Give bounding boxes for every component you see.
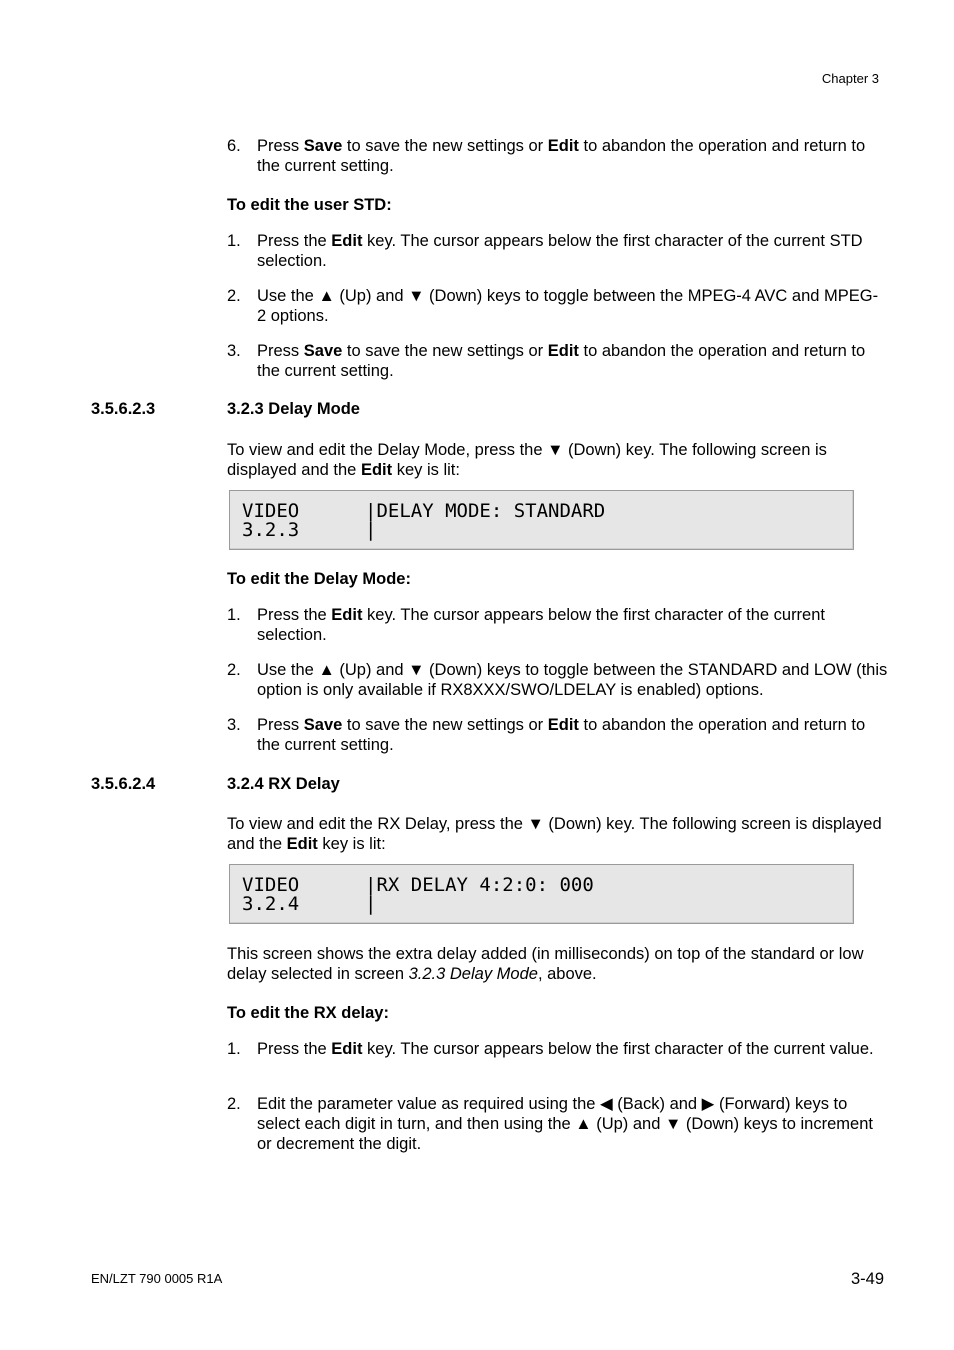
lcd-parameter: |RX DELAY 4:2:0: 000 (365, 874, 594, 896)
footer-document-id: EN/LZT 790 0005 R1A (91, 1271, 223, 1286)
section-number: 3.5.6.2.3 (91, 400, 156, 418)
step-text: Use the ▲ (Up) and ▼ (Down) keys to toggle between the STANDARD and LOW (this option is only available if RX8XXX/SWO/LDELAY is enabled) options. (257, 661, 888, 699)
step-number: 1. (227, 606, 241, 624)
step-text: Edit the parameter value as required using the ◀ (Back) and ▶ (Forward) keys to select each digit in turn, and then using the ▲ (Up) and ▼ (Down) keys to increment or decrement the digit. (257, 1095, 873, 1153)
step-number: 6. (227, 137, 241, 155)
step-number: 3. (227, 342, 241, 360)
step-number: 1. (227, 1040, 241, 1058)
step-text: Use the ▲ (Up) and ▼ (Down) keys to toggle between the MPEG-4 AVC and MPEG-2 options. (257, 287, 879, 325)
step-text: Press the Edit key. The cursor appears below the first character of the current STD selection. (257, 232, 863, 270)
step-number: 2. (227, 661, 241, 679)
step-number: 3. (227, 716, 241, 734)
lcd-screen-delay-mode (229, 490, 854, 550)
paragraph: To view and edit the Delay Mode, press the ▼ (Down) key. The following screen is displayed and the Edit key is lit: (227, 441, 827, 479)
step-text: Press the Edit key. The cursor appears below the first character of the current selection. (257, 606, 825, 644)
subheading-edit-rx-delay: To edit the RX delay: (227, 1004, 389, 1022)
lcd-parameter-line2: | (365, 893, 377, 915)
step-number: 2. (227, 1095, 241, 1113)
paragraph: To view and edit the RX Delay, press the ▼ (Down) key. The following screen is displayed and the Edit key is lit: (227, 815, 882, 853)
section-title: 3.2.4 RX Delay (227, 775, 340, 793)
step-text: Press Save to save the new settings or Edit to abandon the operation and return to the current setting. (257, 342, 866, 380)
lcd-screen-rx-delay (229, 864, 854, 924)
section-title: 3.2.3 Delay Mode (227, 400, 360, 418)
running-header-chapter: Chapter 3 (821, 71, 879, 86)
subheading-edit-delay-mode: To edit the Delay Mode: (227, 570, 411, 588)
lcd-parameter: |DELAY MODE: STANDARD (365, 500, 606, 522)
step-text: Press Save to save the new settings or Edit to abandon the operation and return to the current setting. (257, 137, 866, 175)
step-text: Press the Edit key. The cursor appears below the first character of the current value. (257, 1040, 874, 1058)
step-number: 1. (227, 232, 241, 250)
step-text: Press Save to save the new settings or Edit to abandon the operation and return to the current setting. (257, 716, 866, 754)
lcd-menu-number: 3.2.3 (242, 519, 300, 541)
lcd-menu-number: 3.2.4 (242, 893, 300, 915)
paragraph: This screen shows the extra delay added (in milliseconds) on top of the standard or low delay selected in screen 3.2.3 Delay Mode, above. (227, 945, 864, 983)
step-number: 2. (227, 287, 241, 305)
lcd-menu-label: VIDEO (242, 874, 300, 896)
section-number: 3.5.6.2.4 (91, 775, 156, 793)
lcd-menu-label: VIDEO (242, 500, 300, 522)
footer-page-number: 3-49 (850, 1270, 884, 1288)
lcd-parameter-line2: | (365, 519, 377, 541)
subheading-edit-user-std: To edit the user STD: (227, 196, 392, 214)
